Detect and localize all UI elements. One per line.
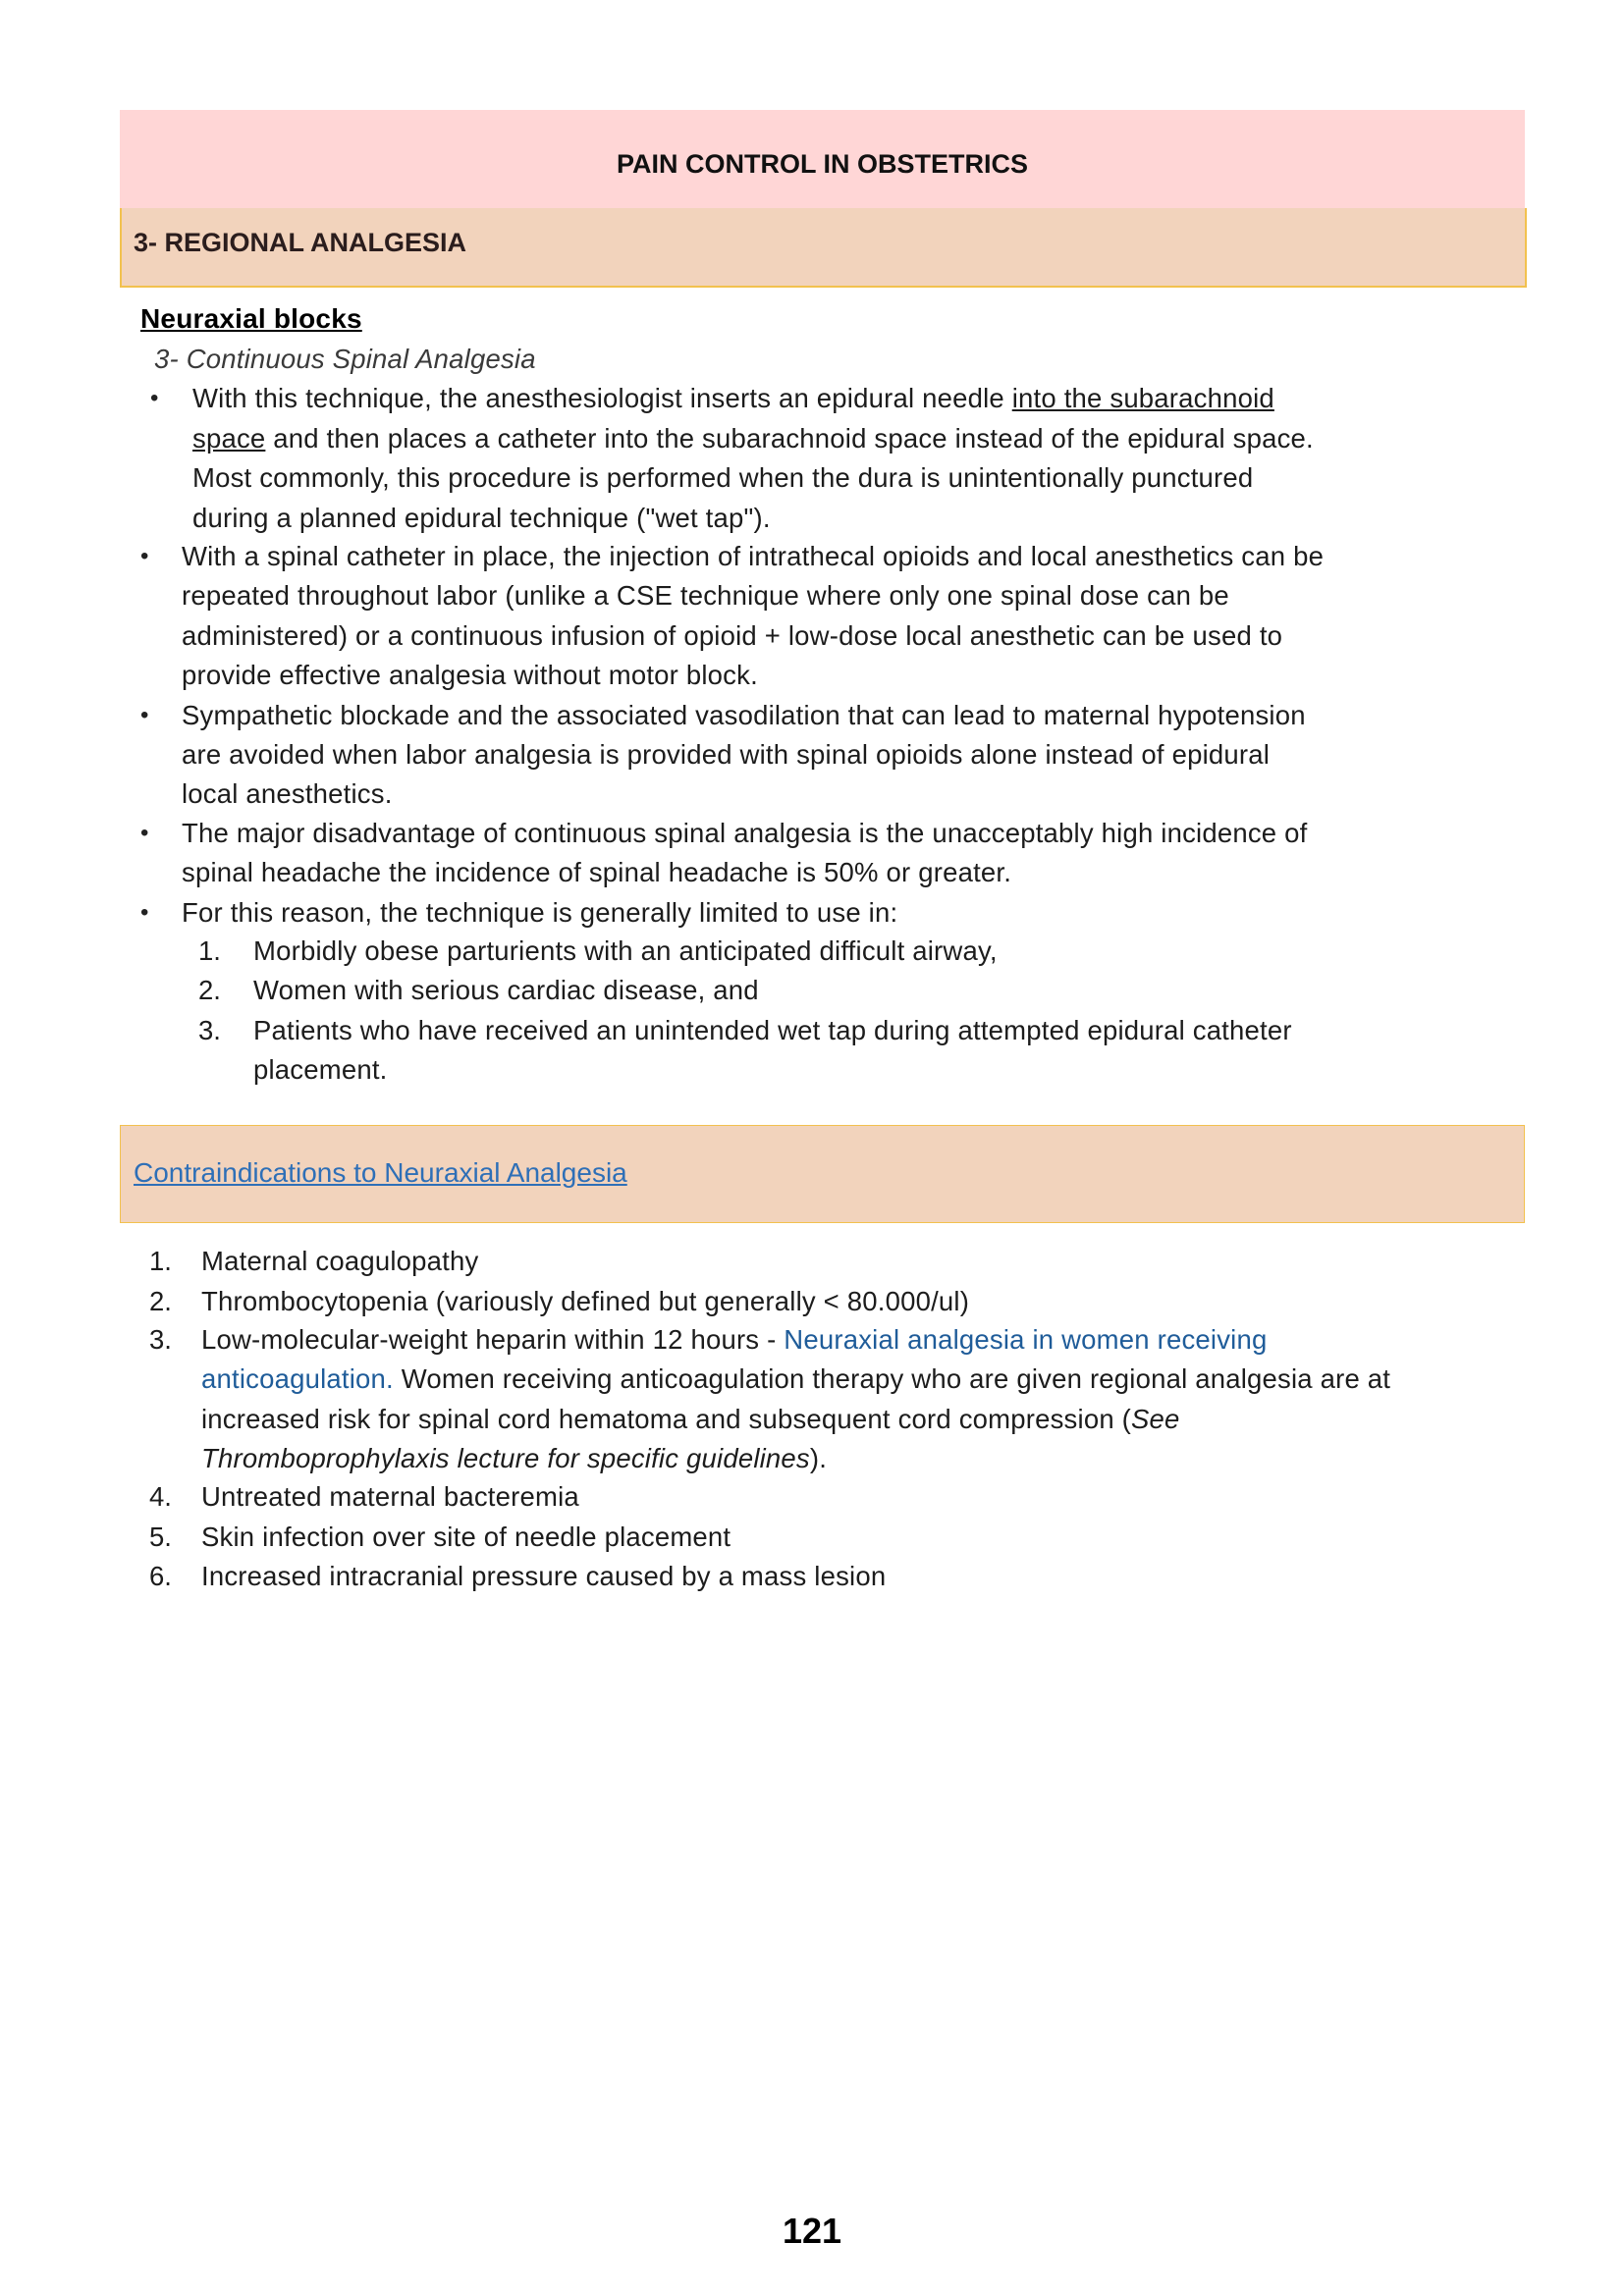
contraindications-link[interactable]: Contraindications to Neuraxial Analgesia: [134, 1157, 627, 1188]
section-title: 3- REGIONAL ANALGESIA: [134, 228, 467, 257]
bullet-4-line-2: spinal headache the incidence of spinal headache is 50% or greater.: [182, 857, 1012, 887]
continuous-spinal-subheading: 3- Continuous Spinal Analgesia: [154, 344, 536, 374]
reference-link[interactable]: Neuraxial analgesia in women receiving: [784, 1324, 1268, 1355]
list-number: 6.: [149, 1561, 172, 1591]
sublist-item-1: Morbidly obese parturients with an anticipated difficult airway,: [253, 935, 998, 966]
bullet-2-line-4: provide effective analgesia without motor block.: [182, 660, 758, 690]
list-number: 4.: [149, 1481, 172, 1512]
page-number: 121: [782, 2211, 842, 2251]
contraindication-item-5: Skin infection over site of needle placement: [201, 1522, 731, 1552]
page-title: PAIN CONTROL IN OBSTETRICS: [616, 149, 1028, 179]
text-segment: and then places a catheter into the subarachnoid space instead of the epidural space.: [265, 423, 1314, 454]
contraindication-item-6: Increased intracranial pressure caused by a mass lesion: [201, 1561, 887, 1591]
list-number: 2.: [149, 1286, 172, 1316]
contraindication-item-2: Thrombocytopenia (variously defined but generally < 80.000/ul): [201, 1286, 970, 1316]
contraindication-item-3-line-3: [201, 1403, 1180, 1436]
bullet-1-line-2: [192, 422, 1314, 455]
bullet-1-line-3: Most commonly, this procedure is performed when the dura is unintentionally punctured: [192, 462, 1254, 493]
contraindication-item-4: Untreated maternal bacteremia: [201, 1481, 579, 1512]
bullet-icon: •: [140, 899, 149, 926]
italic-text: See: [1131, 1404, 1180, 1434]
reference-link[interactable]: anticoagulation.: [201, 1363, 394, 1394]
bullet-2-line-2: repeated throughout labor (unlike a CSE technique where only one spinal dose can be: [182, 580, 1229, 611]
sublist-number: 3.: [198, 1015, 221, 1045]
bullet-4-line-1: The major disadvantage of continuous spinal analgesia is the unacceptably high incidence of: [182, 818, 1308, 848]
text-segment: With this technique, the anesthesiologist inserts an epidural needle: [192, 383, 1012, 413]
bullet-1-line-1: [192, 382, 1274, 415]
list-number: 3.: [149, 1324, 172, 1355]
bullet-3-line-2: are avoided when labor analgesia is provided with spinal opioids alone instead of epidural: [182, 739, 1271, 770]
sublist-number: 1.: [198, 935, 221, 966]
contraindications-banner: [120, 1125, 1525, 1223]
text-segment: Women receiving anticoagulation therapy who are given regional analgesia are at: [393, 1363, 1391, 1394]
bullet-2-line-3: administered) or a continuous infusion of opioid + low-dose local anesthetic can be used to: [182, 620, 1283, 651]
list-number: 1.: [149, 1246, 172, 1276]
bullet-3-line-1: Sympathetic blockade and the associated vasodilation that can lead to maternal hypotension: [182, 700, 1306, 730]
contraindication-item-3-line-4: [201, 1442, 827, 1475]
text-segment: ).: [809, 1443, 828, 1473]
title-banner: [120, 110, 1525, 208]
sublist-item-2: Women with serious cardiac disease, and: [253, 975, 759, 1005]
text-segment: increased risk for spinal cord hematoma and subsequent cord compression (: [201, 1404, 1132, 1434]
italic-text: Thromboprophylaxis lecture for specific guidelines: [201, 1443, 810, 1473]
underlined-text: into the subarachnoid: [1011, 383, 1274, 413]
sublist-item-3-cont: placement.: [253, 1054, 388, 1085]
neuraxial-heading: Neuraxial blocks: [140, 303, 362, 334]
bullet-5-line-1: For this reason, the technique is generally limited to use in:: [182, 897, 898, 928]
contraindication-item-3-line-2: [201, 1362, 1390, 1396]
bullet-1-line-4: during a planned epidural technique ("wet tap").: [192, 503, 771, 533]
sublist-number: 2.: [198, 975, 221, 1005]
sublist-item-3: Patients who have received an unintended wet tap during attempted epidural catheter: [253, 1015, 1292, 1045]
underlined-text: space: [192, 423, 266, 454]
bullet-icon: •: [150, 385, 159, 411]
contraindication-item-3-line-1: [201, 1323, 1267, 1357]
bullet-2-line-1: With a spinal catheter in place, the injection of intrathecal opioids and local anesthetics can be: [182, 541, 1325, 571]
bullet-3-line-3: local anesthetics.: [182, 778, 393, 809]
contraindication-item-1: Maternal coagulopathy: [201, 1246, 479, 1276]
section-banner: [120, 208, 1527, 288]
text-segment: Low-molecular-weight heparin within 12 hours -: [201, 1324, 785, 1355]
bullet-icon: •: [140, 820, 149, 846]
list-number: 5.: [149, 1522, 172, 1552]
bullet-icon: •: [140, 702, 149, 728]
bullet-icon: •: [140, 543, 149, 569]
